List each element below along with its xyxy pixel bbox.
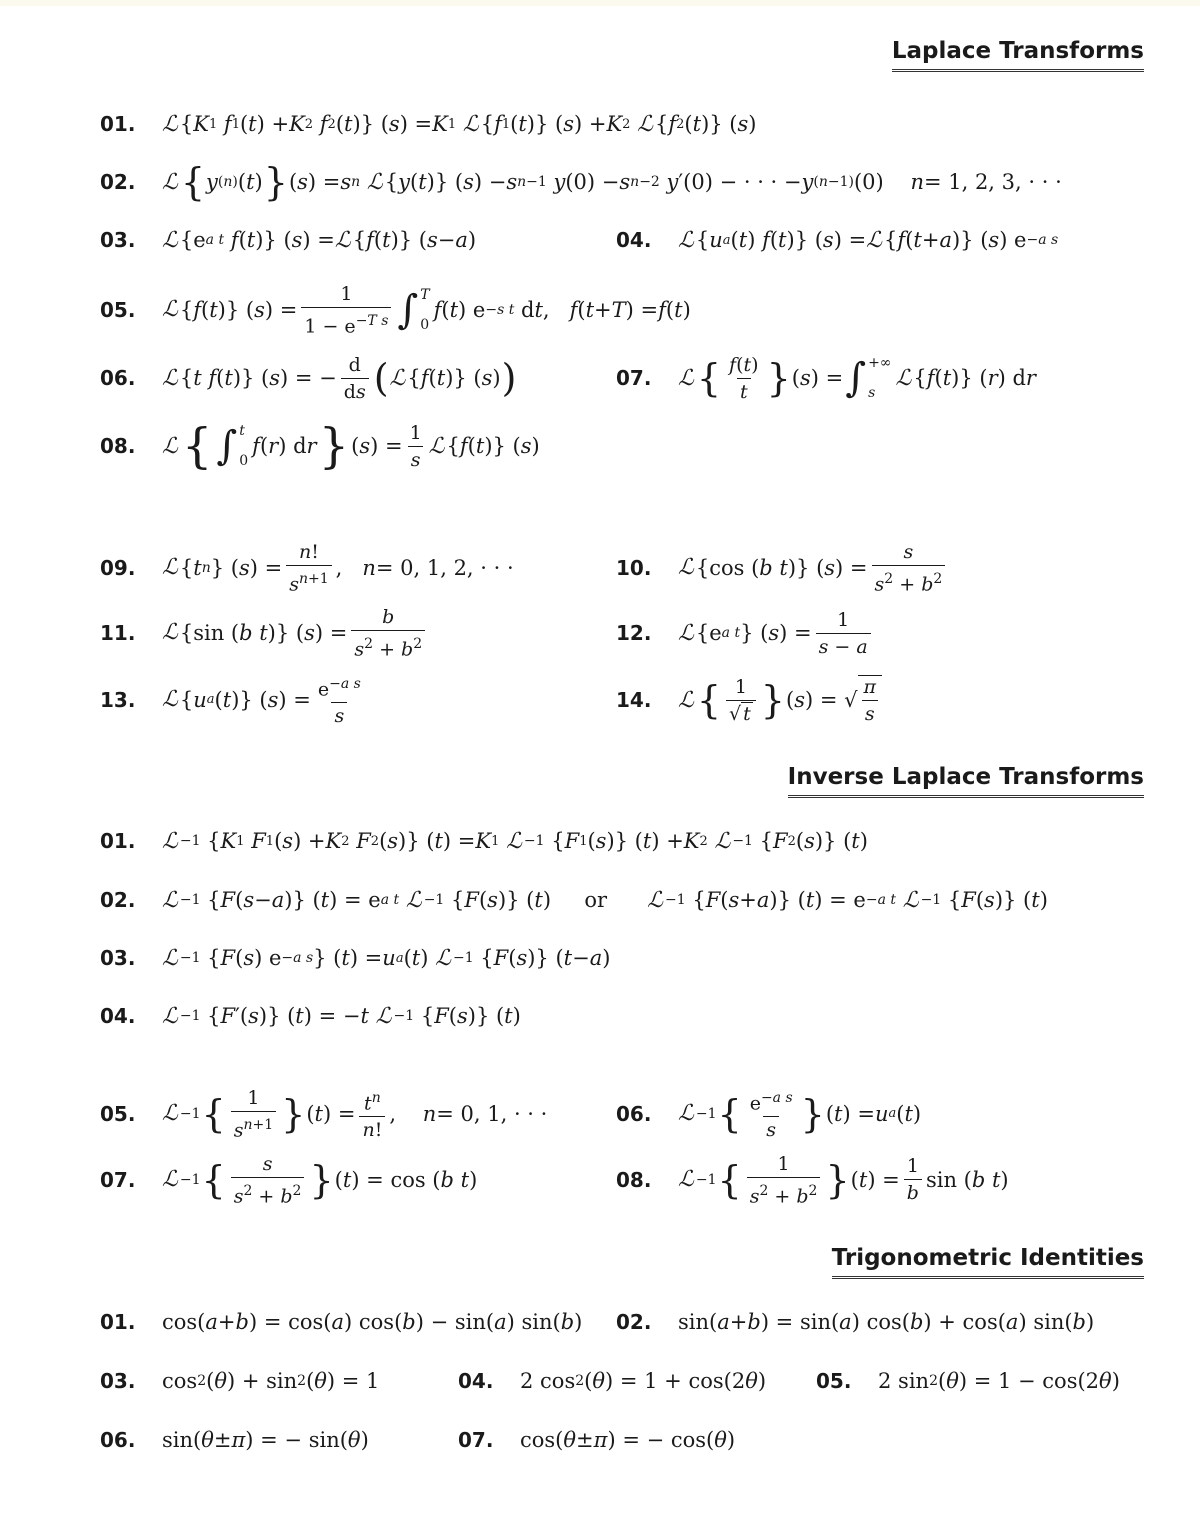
formula-body: ℒ −1 { $\frac{s}{s^2 + b^2}$ } ( t ) = cos ( b t ) <box>162 1152 478 1208</box>
formula-body: cos 2 ( θ ) + sin 2 ( θ ) = 1 <box>162 1369 380 1393</box>
inverse-formula-05 <box>100 1084 547 1144</box>
laplace-formula-14 <box>616 670 882 730</box>
formula-body: ℒ −1 { $\frac{1}{s^2 + b^2}$ } ( t ) = $\frac{1}{b}$ sin ( b t ) <box>678 1152 1009 1208</box>
formula-number: 06. <box>100 366 136 390</box>
formula-body: ℒ { t n } ( s ) = $\frac{n!}{s^{n+1}}$ , n = 0, 1, 2, · · · <box>162 540 514 596</box>
formula-number: 05. <box>100 1102 136 1126</box>
formula-body: ℒ {sin ( b t )} ( s ) = $\frac{b}{s^2 + b^2}$ <box>162 606 429 660</box>
laplace-formula-12 <box>616 603 875 663</box>
formula-number: 04. <box>616 228 652 252</box>
laplace-formula-05 <box>100 280 691 340</box>
inverse-formula-07 <box>100 1150 477 1210</box>
formula-number: 05. <box>816 1369 852 1393</box>
formula-body: cos( a + b ) = cos( a ) cos( b ) − sin( a ) sin( b ) <box>162 1310 583 1334</box>
inverse-formula-02 <box>100 870 1048 930</box>
formula-body: ℒ {e a t } ( s ) = $\frac{1}{s - a}$ <box>678 609 875 658</box>
formula-number: 01. <box>100 829 136 853</box>
trig-identity-03 <box>100 1351 379 1411</box>
section-title-trig: Trigonometric Identities <box>832 1243 1144 1279</box>
formula-number: 12. <box>616 621 652 645</box>
formula-number: 03. <box>100 228 136 252</box>
formula-number: 05. <box>100 298 136 322</box>
laplace-formula-01 <box>100 94 756 154</box>
formula-number: 04. <box>100 1004 136 1028</box>
formula-number: 09. <box>100 556 136 580</box>
formula-body: ℒ −1 { K 1 F 1 ( s ) + K 2 F 2 ( s )} ( t ) = K 1 ℒ −1 { F 1 ( s )} ( t ) + K 2 ℒ −1 { F 2 ( s )} ( t ) <box>162 828 868 854</box>
formula-body: cos( θ ± π ) = − cos( θ ) <box>520 1428 736 1452</box>
formula-number: 10. <box>616 556 652 580</box>
laplace-formula-13 <box>100 670 368 730</box>
trig-identity-06 <box>100 1410 369 1470</box>
laplace-formula-06 <box>100 348 517 408</box>
formula-body: ℒ { $\frac{f(t)}{t}$ } ( s ) = ∫ +∞ s ℒ { f ( t )} ( r ) d r <box>678 353 1036 403</box>
trig-identity-07 <box>458 1410 735 1470</box>
formula-number: 03. <box>100 946 136 970</box>
laplace-formula-09 <box>100 538 514 598</box>
formula-number: 06. <box>100 1428 136 1452</box>
formula-body: ℒ −1 { F ( s − a )} ( t ) = e a t ℒ −1 { F ( s )} ( t ) or ℒ −1 { F ( s + a )} ( t ) = e −a t ℒ −1 { F ( s )} ( t ) <box>162 887 1048 913</box>
laplace-formula-11 <box>100 603 429 663</box>
formula-number: 01. <box>100 1310 136 1334</box>
formula-number: 01. <box>100 112 136 136</box>
formula-body: ℒ { f ( t )} ( s ) = $\frac{1}{1 - e^{-T s}}$ ∫ T 0 f ( t ) e −s t d t , f ( t + T ) = f ( t ) <box>162 282 691 338</box>
formula-body: sin( a + b ) = sin( a ) cos( b ) + cos( a ) sin( b ) <box>678 1310 1095 1334</box>
section-title-inverse: Inverse Laplace Transforms <box>788 762 1144 798</box>
formula-body: ℒ { u a ( t )} ( s ) = $\frac{e^{-a s}}{s}$ <box>162 675 361 728</box>
inverse-formula-03 <box>100 928 610 988</box>
inverse-formula-08 <box>616 1150 1009 1210</box>
formula-body: 2 sin 2 ( θ ) = 1 − cos(2 θ ) <box>878 1369 1120 1393</box>
formula-body: ℒ { $\frac{1}{√ t}$ } ( s ) = √ $\frac{\pi}{s}$ <box>678 675 882 725</box>
formula-body: ℒ −1 { $\frac{e^{-a s}}{s}$ } ( t ) = u a ( t ) <box>678 1089 922 1142</box>
formula-body: 2 cos 2 ( θ ) = 1 + cos(2 θ ) <box>520 1369 767 1393</box>
formula-number: 02. <box>100 170 136 194</box>
formula-body: sin( θ ± π ) = − sin( θ ) <box>162 1428 369 1452</box>
formula-number: 04. <box>458 1369 494 1393</box>
inverse-formula-06 <box>616 1084 921 1144</box>
formula-body: ℒ { t f ( t )} ( s ) = − $\frac{d}{ds}$ ( ℒ { f ( t )} ( s ) ) <box>162 353 517 403</box>
or-label: or <box>584 888 608 912</box>
formula-number: 07. <box>100 1168 136 1192</box>
formula-body: ℒ −1 { $\frac{1}{s^{n+1}}$ } ( t ) = $\frac{t^n}{n!}$ , n = 0, 1, · · · <box>162 1086 548 1142</box>
laplace-formula-07 <box>616 348 1036 408</box>
trig-identity-02 <box>616 1292 1094 1352</box>
formula-number: 07. <box>458 1428 494 1452</box>
formula-body: ℒ −1 { F ′( s )} ( t ) = − t ℒ −1 { F ( s )} ( t ) <box>162 1003 521 1029</box>
formula-body: ℒ { K 1 f 1 ( t ) + K 2 f 2 ( t )} ( s ) = K 1 ℒ { f 1 ( t )} ( s ) + K 2 ℒ { f 2 ( t )} ( s ) <box>162 111 757 137</box>
formula-number: 03. <box>100 1369 136 1393</box>
laplace-formula-10 <box>616 538 949 598</box>
laplace-formula-03 <box>100 210 476 270</box>
formula-number: 02. <box>100 888 136 912</box>
formula-number: 08. <box>100 434 136 458</box>
laplace-formula-08 <box>100 416 540 476</box>
formula-body: ℒ {e a t f ( t )} ( s ) = ℒ { f ( t )} ( s − a ) <box>162 227 477 253</box>
section-title-laplace: Laplace Transforms <box>892 36 1144 72</box>
formula-number: 13. <box>100 688 136 712</box>
formula-body: ℒ {cos ( b t )} ( s ) = $\frac{s}{s^2 + b^2}$ <box>678 541 949 595</box>
formula-number: 11. <box>100 621 136 645</box>
laplace-formula-02 <box>100 152 1062 212</box>
trig-identity-05 <box>816 1351 1120 1411</box>
laplace-formula-04 <box>616 210 1058 270</box>
formula-number: 02. <box>616 1310 652 1334</box>
formula-number: 08. <box>616 1168 652 1192</box>
formula-body: ℒ −1 { F ( s ) e −a s } ( t ) = u a ( t ) ℒ −1 { F ( s )} ( t − a ) <box>162 945 611 971</box>
formula-number: 06. <box>616 1102 652 1126</box>
formula-body: ℒ { ∫ t 0 f ( r ) d r } ( s ) = $\frac{1}{s}$ ℒ { f ( t )} ( s ) <box>162 418 540 474</box>
formula-number: 07. <box>616 366 652 390</box>
formula-body: ℒ { y (n) ( t ) } ( s ) = s n ℒ { y ( t )} ( s ) − s n−1 y (0) − s n−2 y ′(0) − · · · − y (n−1) (0) n = 1, 2, 3, · · · <box>162 160 1062 204</box>
inverse-formula-04 <box>100 986 521 1046</box>
formula-number: 14. <box>616 688 652 712</box>
formula-body: ℒ { u a ( t ) f ( t )} ( s ) = ℒ { f ( t + a )} ( s ) e −a s <box>678 227 1059 253</box>
top-band <box>0 0 1200 6</box>
inverse-formula-01 <box>100 811 868 871</box>
trig-identity-01 <box>100 1292 582 1352</box>
trig-identity-04 <box>458 1351 766 1411</box>
